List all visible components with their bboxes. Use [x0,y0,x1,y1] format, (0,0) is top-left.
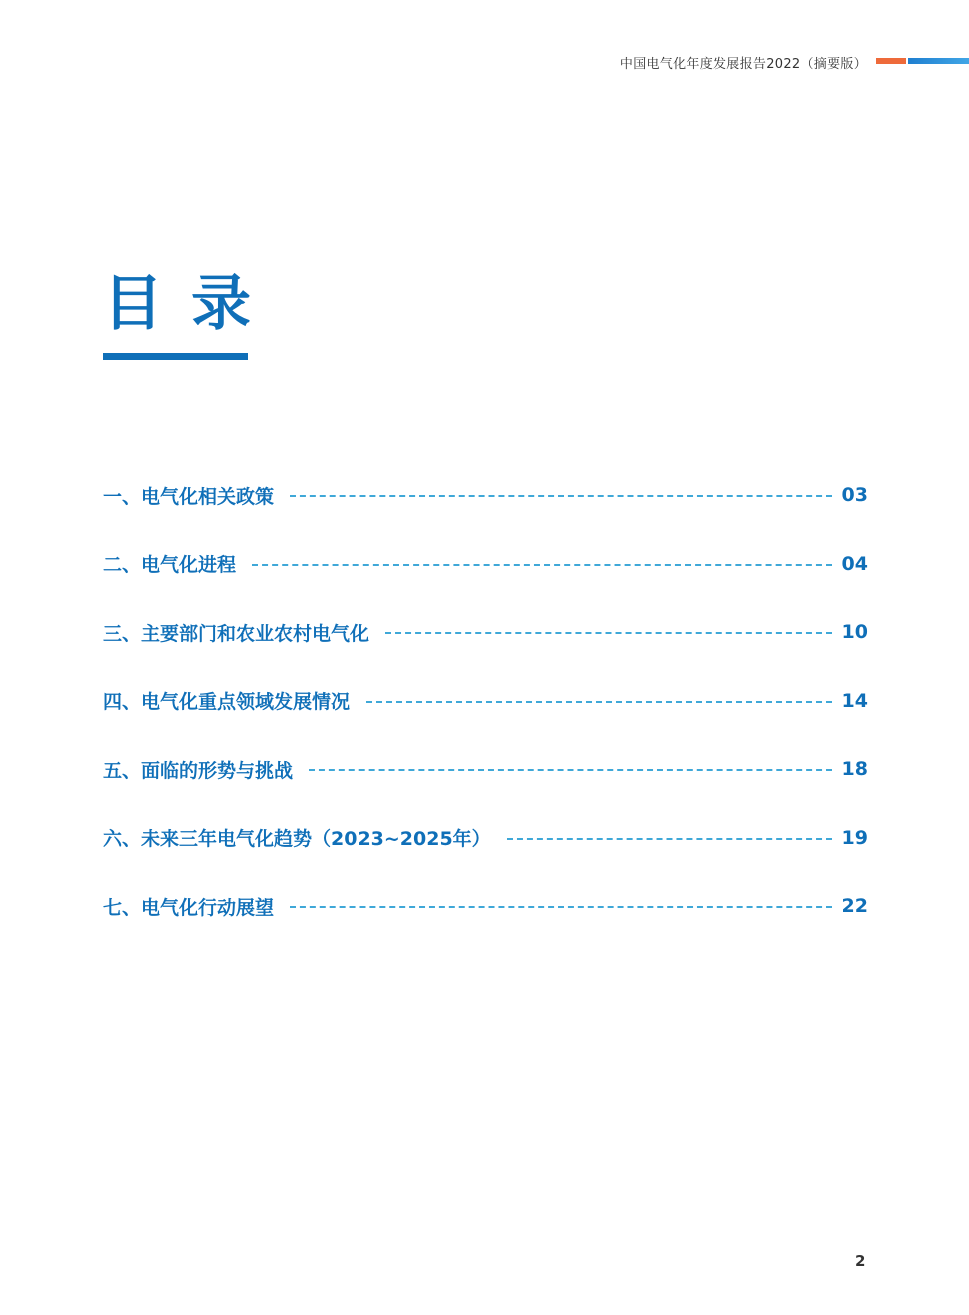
toc-item-label[interactable]: 三、主要部门和农业农村电气化 [103,622,370,645]
toc-item-page[interactable]: 19 [841,826,868,849]
toc-item-label[interactable]: 五、面临的形势与挑战 [103,759,294,782]
toc-item[interactable] [103,547,868,616]
toc-item-page[interactable]: 03 [841,484,868,506]
dotted-leader [309,769,832,771]
dotted-leader [507,838,832,840]
toc-item-page[interactable]: 18 [841,758,868,780]
dotted-leader [252,564,832,566]
toc-heading: 目录 [103,269,279,339]
dotted-leader [385,632,832,634]
dotted-leader [290,906,832,908]
toc-item-page[interactable]: 10 [841,621,868,643]
toc-item[interactable] [103,889,868,958]
toc-item-label[interactable]: 一、电气化相关政策 [103,485,275,508]
toc-list [103,478,868,958]
toc-item[interactable] [103,478,868,547]
toc-item-page[interactable]: 04 [841,552,868,575]
toc-item-page[interactable]: 22 [841,895,868,917]
toc-item[interactable] [103,684,868,753]
toc-item[interactable] [103,821,868,890]
blue-accent-bar [908,58,969,64]
orange-accent-bar [876,58,906,64]
dotted-leader [366,701,832,703]
toc-item-label[interactable]: 四、电气化重点领域发展情况 [103,691,351,713]
page-number: 2 [855,1252,866,1270]
toc-item-page[interactable]: 14 [841,689,868,712]
dotted-leader [290,495,832,497]
heading-underline [103,353,248,360]
toc-item[interactable] [103,752,868,821]
toc-item[interactable] [103,615,868,684]
toc-item-label[interactable]: 七、电气化行动展望 [103,896,275,919]
toc-item-label[interactable]: 六、未来三年电气化趋势（2023~2025年） [103,828,491,850]
report-title: 中国电气化年度发展报告2022（摘要版） [619,57,867,72]
running-header [0,52,969,72]
toc-item-label[interactable]: 二、电气化进程 [103,554,237,576]
